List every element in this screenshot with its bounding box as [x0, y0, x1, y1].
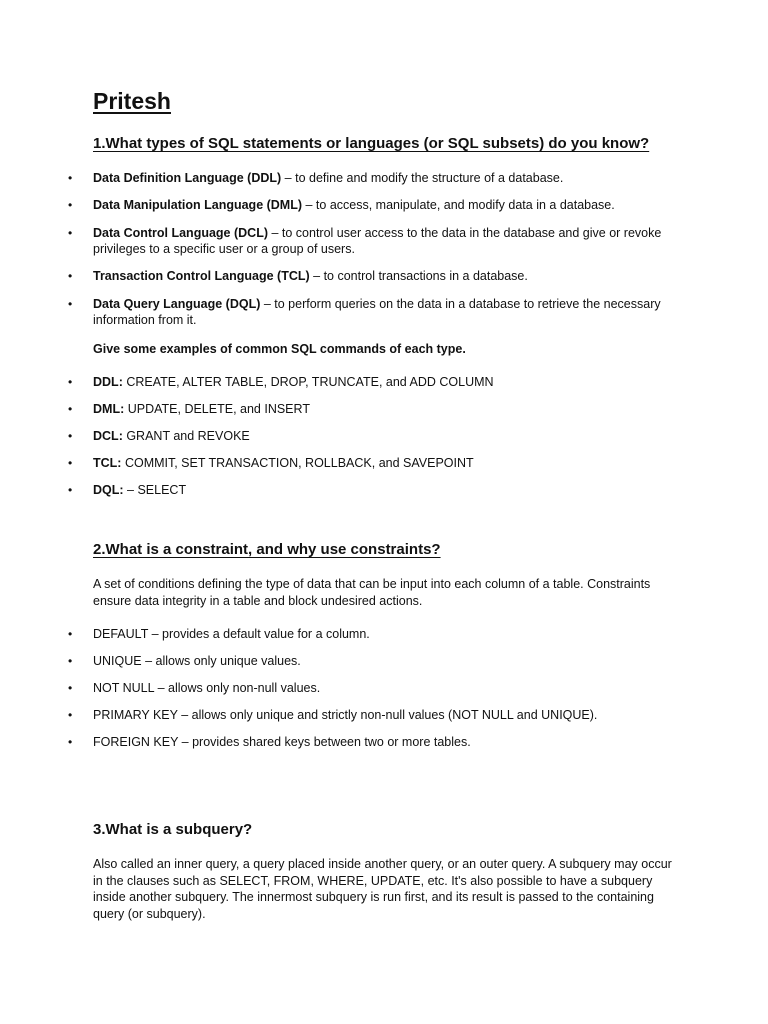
bullet-icon: • [68, 375, 73, 389]
list-item [0, 734, 768, 750]
list-item-term: DDL: [93, 375, 123, 389]
list-item-desc: – to perform queries on the data in a database to retrieve the necessary information from it. [93, 297, 661, 327]
list-item-term: Data Manipulation Language (DML) [93, 198, 303, 212]
list-item [0, 268, 768, 284]
list-item-term: DCL: [93, 429, 123, 443]
list-item [0, 428, 768, 444]
list-item [0, 482, 768, 498]
bullet-icon: • [68, 226, 73, 240]
list-item-text: UNIQUE – allows only unique values. [93, 654, 301, 668]
list-item [0, 225, 768, 257]
list-item-text: NOT NULL – allows only non-null values. [93, 681, 321, 695]
list-item-desc: – to control user access to the data in the database and give or revoke privileges to a specific user or a group of users. [93, 226, 662, 256]
list-item [0, 170, 768, 186]
list-item [0, 197, 768, 213]
bullet-icon: • [68, 171, 73, 185]
bullet-icon: • [68, 456, 73, 470]
examples-heading: Give some examples of common SQL commands of each type. [93, 342, 466, 356]
question-3-heading: 3.What is a subquery? [93, 821, 253, 838]
list-item-term: Data Query Language (DQL) [93, 297, 261, 311]
bullet-icon: • [68, 297, 73, 311]
list-item-desc: – to control transactions in a database. [309, 269, 528, 283]
bullet-icon: • [68, 483, 73, 497]
list-item [0, 680, 768, 696]
constraint-definition: A set of conditions defining the type of data that can be input into each column of a table. Constraints ensure data integrity in a table and block undesired actions. [93, 577, 651, 608]
question-1-heading: 1.What types of SQL statements or languages (or SQL subsets) do you know? [93, 135, 650, 152]
list-item-term: DML: [93, 402, 125, 416]
list-item-term: Data Definition Language (DDL) [93, 171, 282, 185]
list-item [0, 296, 768, 328]
subquery-definition: Also called an inner query, a query placed inside another query, or an outer query. A subquery may occur in the clauses such as SELECT, FROM, WHERE, UPDATE, etc. It's also possible to have a subquery inside another subquery. The innermost subquery is run first, and its result is passed to the containing query (or subquery). [93, 857, 672, 921]
bullet-icon: • [68, 735, 73, 749]
bullet-icon: • [68, 269, 73, 283]
list-item [0, 653, 768, 669]
list-item [0, 455, 768, 471]
document-title: Pritesh [93, 88, 171, 114]
list-item-desc: – to define and modify the structure of a database. [281, 171, 564, 185]
list-item [0, 374, 768, 390]
bullet-icon: • [68, 402, 73, 416]
bullet-icon: • [68, 198, 73, 212]
list-item-text: FOREIGN KEY – provides shared keys between two or more tables. [93, 735, 471, 749]
list-item [0, 401, 768, 417]
list-item-term: DQL: [93, 483, 124, 497]
bullet-icon: • [68, 681, 73, 695]
list-item-desc: – SELECT [123, 483, 187, 497]
bullet-icon: • [68, 654, 73, 668]
list-item [0, 707, 768, 723]
list-item-desc: CREATE, ALTER TABLE, DROP, TRUNCATE, and ADD COLUMN [122, 375, 494, 389]
bullet-icon: • [68, 708, 73, 722]
bullet-icon: • [68, 627, 73, 641]
list-item-term: Transaction Control Language (TCL) [93, 269, 310, 283]
list-item-text: PRIMARY KEY – allows only unique and strictly non-null values (NOT NULL and UNIQUE). [93, 708, 598, 722]
list-item-desc: GRANT and REVOKE [122, 429, 250, 443]
list-item [0, 626, 768, 642]
sql-examples-list [0, 374, 768, 498]
list-item-desc: COMMIT, SET TRANSACTION, ROLLBACK, and SAVEPOINT [121, 456, 474, 470]
list-item-desc: – to access, manipulate, and modify data in a database. [302, 198, 615, 212]
list-item-desc: UPDATE, DELETE, and INSERT [124, 402, 310, 416]
constraints-list [0, 626, 768, 750]
bullet-icon: • [68, 429, 73, 443]
list-item-text: DEFAULT – provides a default value for a column. [93, 627, 370, 641]
sql-subsets-list [0, 170, 768, 328]
list-item-term: TCL: [93, 456, 122, 470]
question-2-heading: 2.What is a constraint, and why use constraints? [93, 541, 441, 558]
list-item-term: Data Control Language (DCL) [93, 226, 268, 240]
